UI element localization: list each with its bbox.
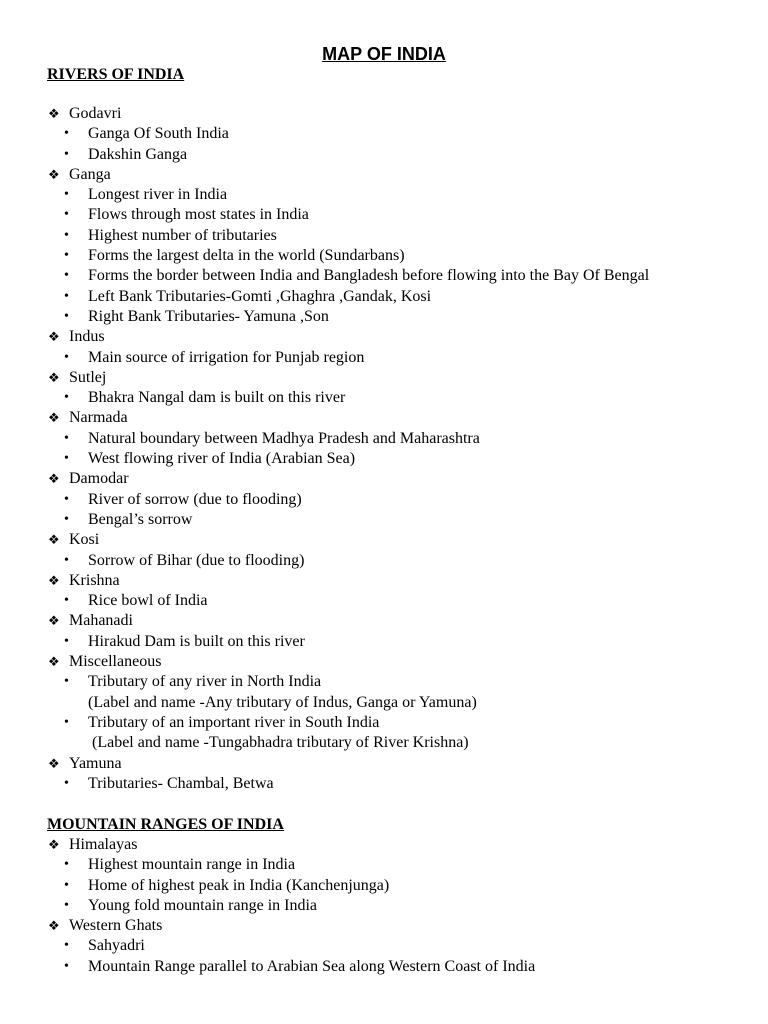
bullet-text: Tributary of an important river in South India (88, 713, 380, 731)
topic-item (0, 408, 768, 428)
bullet-icon: • (64, 958, 69, 974)
diamond-bullet-icon: ❖ (48, 166, 60, 182)
diamond-bullet-icon: ❖ (48, 329, 60, 345)
topic-name: Godavri (69, 105, 122, 122)
bullet-point (0, 449, 768, 469)
bullet-point (0, 896, 768, 916)
bullet-point (0, 672, 768, 692)
bullet-point (0, 307, 768, 327)
bullet-text: Longest river in India (88, 186, 228, 204)
bullet-point (0, 246, 768, 266)
bullet-icon: • (64, 633, 69, 649)
bullet-icon: • (64, 187, 69, 203)
bullet-icon: • (64, 248, 69, 264)
bullet-text: Forms the largest delta in the world (Sundarbans) (88, 247, 405, 265)
bullet-text: Forms the border between India and Bangladesh before flowing into the Bay Of Bengal (88, 267, 650, 285)
bullet-point (0, 936, 768, 956)
bullet-continuation (0, 693, 768, 713)
bullet-text: Right Bank Tributaries- Yamuna ,Son (88, 307, 329, 325)
bullet-icon: • (64, 491, 69, 507)
topic-item (0, 104, 768, 124)
bullet-point (0, 855, 768, 875)
bullet-icon: • (64, 877, 69, 893)
bullet-text: (Label and name -Any tributary of Indus, Ganga or Yamuna) (88, 693, 477, 711)
bullet-icon: • (64, 451, 69, 467)
bullet-text: Sorrow of Bihar (due to flooding) (88, 551, 305, 569)
bullet-text: West flowing river of India (Arabian Sea) (88, 450, 356, 468)
bullet-text: Bengal’s sorrow (88, 510, 193, 528)
topic-name: Ganga (69, 165, 111, 183)
bullet-icon: • (64, 714, 69, 730)
bullet-text: Natural boundary between Madhya Pradesh and Maharashtra (88, 429, 480, 447)
bullet-point (0, 185, 768, 205)
topic-name: Indus (69, 328, 105, 346)
bullet-text: Dakshin Ganga (88, 145, 188, 163)
bullet-text: Flows through most states in India (88, 206, 309, 224)
bullet-text: Highest number of tributaries (88, 226, 277, 244)
bullet-point (0, 490, 768, 510)
bullet-icon: • (64, 268, 69, 284)
bullet-point (0, 348, 768, 368)
bullet-point (0, 957, 768, 977)
bullet-point (0, 266, 768, 286)
bullet-text: Rice bowl of India (88, 592, 208, 610)
topic-item (0, 469, 768, 489)
bullet-text: Young fold mountain range in India (88, 896, 318, 914)
bullet-icon: • (64, 674, 69, 690)
bullet-icon: • (64, 288, 69, 304)
topic-item (0, 652, 768, 672)
bullet-icon: • (64, 775, 69, 791)
bullet-icon: • (64, 511, 69, 527)
bullet-point (0, 388, 768, 408)
bullet-icon: • (64, 390, 69, 406)
topic-item (0, 754, 768, 774)
topic-item (0, 611, 768, 631)
bullet-continuation (0, 733, 768, 753)
topic-name: Narmada (69, 409, 128, 427)
bullet-text: Bhakra Nangal dam is built on this river (88, 389, 346, 407)
bullet-text: Highest mountain range in India (88, 856, 296, 874)
topic-item (0, 327, 768, 347)
topic-item (0, 165, 768, 185)
bullet-text: (Label and name -Tungabhadra tributary of River Krishna) (88, 734, 469, 752)
bullet-point (0, 876, 768, 896)
bullet-text: Tributary of any river in North India (88, 673, 322, 691)
diamond-bullet-icon: ❖ (48, 532, 60, 548)
topic-name: Damodar (69, 470, 129, 488)
topic-item (0, 916, 768, 936)
bullet-icon: • (64, 897, 69, 913)
bullet-point (0, 713, 768, 733)
bullet-point (0, 551, 768, 571)
bullet-point (0, 429, 768, 449)
diamond-bullet-icon: ❖ (48, 654, 60, 670)
bullet-icon: • (64, 349, 69, 365)
topic-item (0, 530, 768, 550)
bullet-icon: • (64, 146, 69, 162)
bullet-text: Mountain Range parallel to Arabian Sea along Western Coast of India (88, 957, 536, 975)
topic-list (0, 104, 768, 794)
diamond-bullet-icon: ❖ (48, 613, 60, 629)
bullet-point (0, 632, 768, 652)
bullet-icon: • (64, 126, 69, 142)
section-heading: MOUNTAIN RANGES OF INDIA (47, 816, 284, 833)
bullet-point (0, 145, 768, 165)
bullet-icon: • (64, 308, 69, 324)
bullet-text: Hirakud Dam is built on this river (88, 632, 305, 650)
diamond-bullet-icon: ❖ (48, 471, 60, 487)
bullet-text: Ganga Of South India (88, 125, 229, 143)
bullet-icon: • (64, 593, 69, 609)
bullet-text: Main source of irrigation for Punjab region (88, 348, 365, 366)
diamond-bullet-icon: ❖ (48, 410, 60, 426)
bullet-point (0, 591, 768, 611)
bullet-point (0, 205, 768, 225)
topic-name: Krishna (69, 571, 120, 589)
page-title: MAP OF INDIA (322, 44, 446, 64)
bullet-point (0, 774, 768, 794)
topic-item (0, 571, 768, 591)
bullet-icon: • (64, 207, 69, 223)
diamond-bullet-icon: ❖ (48, 106, 60, 121)
bullet-icon: • (64, 552, 69, 568)
bullet-icon: • (64, 227, 69, 243)
bullet-icon: • (64, 430, 69, 446)
bullet-icon: • (64, 857, 69, 873)
topic-name: Sutlej (69, 368, 107, 386)
topic-name: Himalayas (69, 836, 138, 853)
diamond-bullet-icon: ❖ (48, 918, 60, 934)
topic-name: Western Ghats (69, 917, 163, 935)
topic-list (0, 835, 768, 977)
bullet-text: Left Bank Tributaries-Gomti ,Ghaghra ,Gandak, Kosi (88, 287, 432, 305)
section-heading: RIVERS OF INDIA (47, 66, 185, 83)
diamond-bullet-icon: ❖ (48, 755, 60, 771)
bullet-point (0, 510, 768, 530)
bullet-point (0, 124, 768, 144)
bullet-point (0, 287, 768, 307)
bullet-text: Tributaries- Chambal, Betwa (88, 774, 274, 792)
topic-name: Kosi (69, 531, 100, 549)
topic-item (0, 835, 768, 855)
topic-name: Miscellaneous (69, 653, 162, 671)
bullet-text: River of sorrow (due to flooding) (88, 490, 302, 508)
bullet-point (0, 226, 768, 246)
bullet-text: Sahyadri (88, 937, 145, 955)
diamond-bullet-icon: ❖ (48, 572, 60, 588)
diamond-bullet-icon: ❖ (48, 837, 60, 852)
diamond-bullet-icon: ❖ (48, 369, 60, 385)
topic-name: Yamuna (69, 754, 122, 772)
bullet-icon: • (64, 938, 69, 954)
topic-item (0, 368, 768, 388)
topic-name: Mahanadi (69, 612, 133, 630)
bullet-text: Home of highest peak in India (Kanchenjunga) (88, 876, 390, 894)
